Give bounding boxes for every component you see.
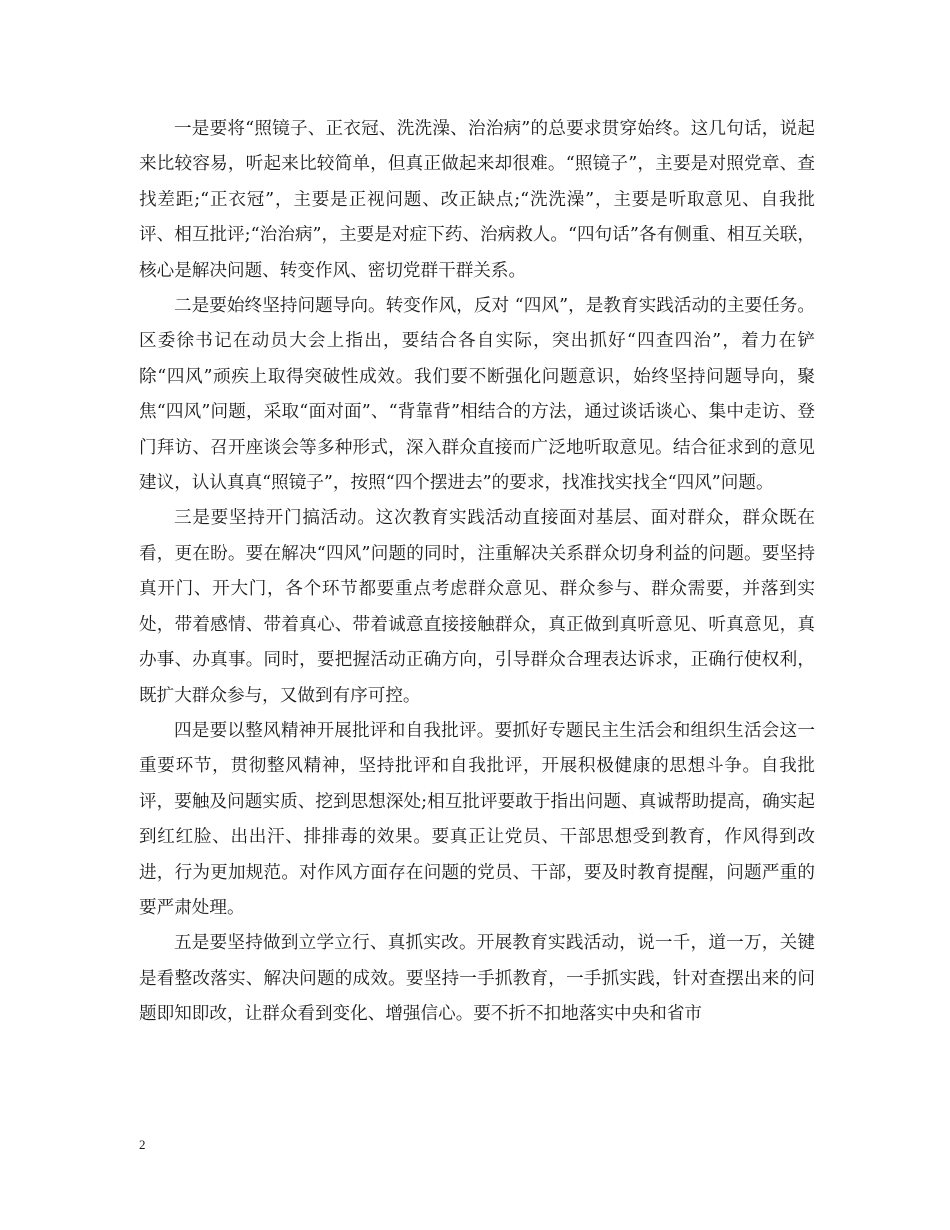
paragraph-2: 二是要始终坚持问题导向。转变作风，反对 “四风”，是教育实践活动的主要任务。区委徐书记在动员大会上指出，要结合各自实际，突出抓好“四查四治”，着力在铲除“四风”顽疾上取得突破性成效。我们要不断强化问题意识，始终坚持问题导向，聚焦“四风”问题，采取“面对面”、“背靠背”相结合的方法，通过谈话谈心、集中走访、登门拜访、召开座谈会等多种形式，深入群众直接而广泛地听取意见。结合征求到的意见建议，认认真真“照镜子”，按照“四个摆进去”的要求，找准找实找全“四风”问题。 bbox=[139, 296, 815, 494]
page-number: 2 bbox=[139, 1137, 146, 1152]
paragraph-4: 四是要以整风精神开展批评和自我批评。要抓好专题民主生活会和组织生活会这一重要环节，贯彻整风精神，坚持批评和自我批评，开展积极健康的思想斗争。自我批评，要触及问题实质、挖到思想深处;相互批评要敢于指出问题、真诚帮助提高，确实起到红红脸、出出汗、排排毒的效果。要真正让党员、干部思想受到教育，作风得到改进，行为更加规范。对作风方面存在问题的党员、干部，要及时教育提醒，问题严重的要严肃处理。 bbox=[139, 720, 815, 918]
paragraph-3: 三是要坚持开门搞活动。这次教育实践活动直接面对基层、面对群众，群众既在看，更在盼。要在解决“四风”问题的同时，注重解决关系群众切身利益的问题。要坚持真开门、开大门，各个环节都要重点考虑群众意见、群众参与、群众需要，并落到实处，带着感情、带着真心、带着诚意直接接触群众，真正做到真听意见、听真意见，真办事、办真事。同时，要把握活动正确方向，引导群众合理表达诉求，正确行使权利，既扩大群众参与，又做到有序可控。 bbox=[139, 508, 815, 706]
paragraph-5: 五是要坚持做到立学立行、真抓实改。开展教育实践活动，说一千，道一万，关键是看整改落实、解决问题的成效。要坚持一手抓教育，一手抓实践，针对查摆出来的问题即知即改，让群众看到变化、增强信心。要不折不扣地落实中央和省市 bbox=[139, 933, 815, 1025]
document-body bbox=[139, 112, 815, 1033]
paragraph-1: 一是要将“照镜子、正衣冠、洗洗澡、治治病”的总要求贯穿始终。这几句话，说起来比较容易，听起来比较简单，但真正做起来却很难。“照镜子”，主要是对照党章、查找差距;“正衣冠”，主要是正视问题、改正缺点;“洗洗澡”，主要是听取意见、自我批评、相互批评;“治治病”，主要是对症下药、治病救人。“四句话”各有侧重、相互关联，核心是解决问题、转变作风、密切党群干群关系。 bbox=[139, 119, 815, 281]
